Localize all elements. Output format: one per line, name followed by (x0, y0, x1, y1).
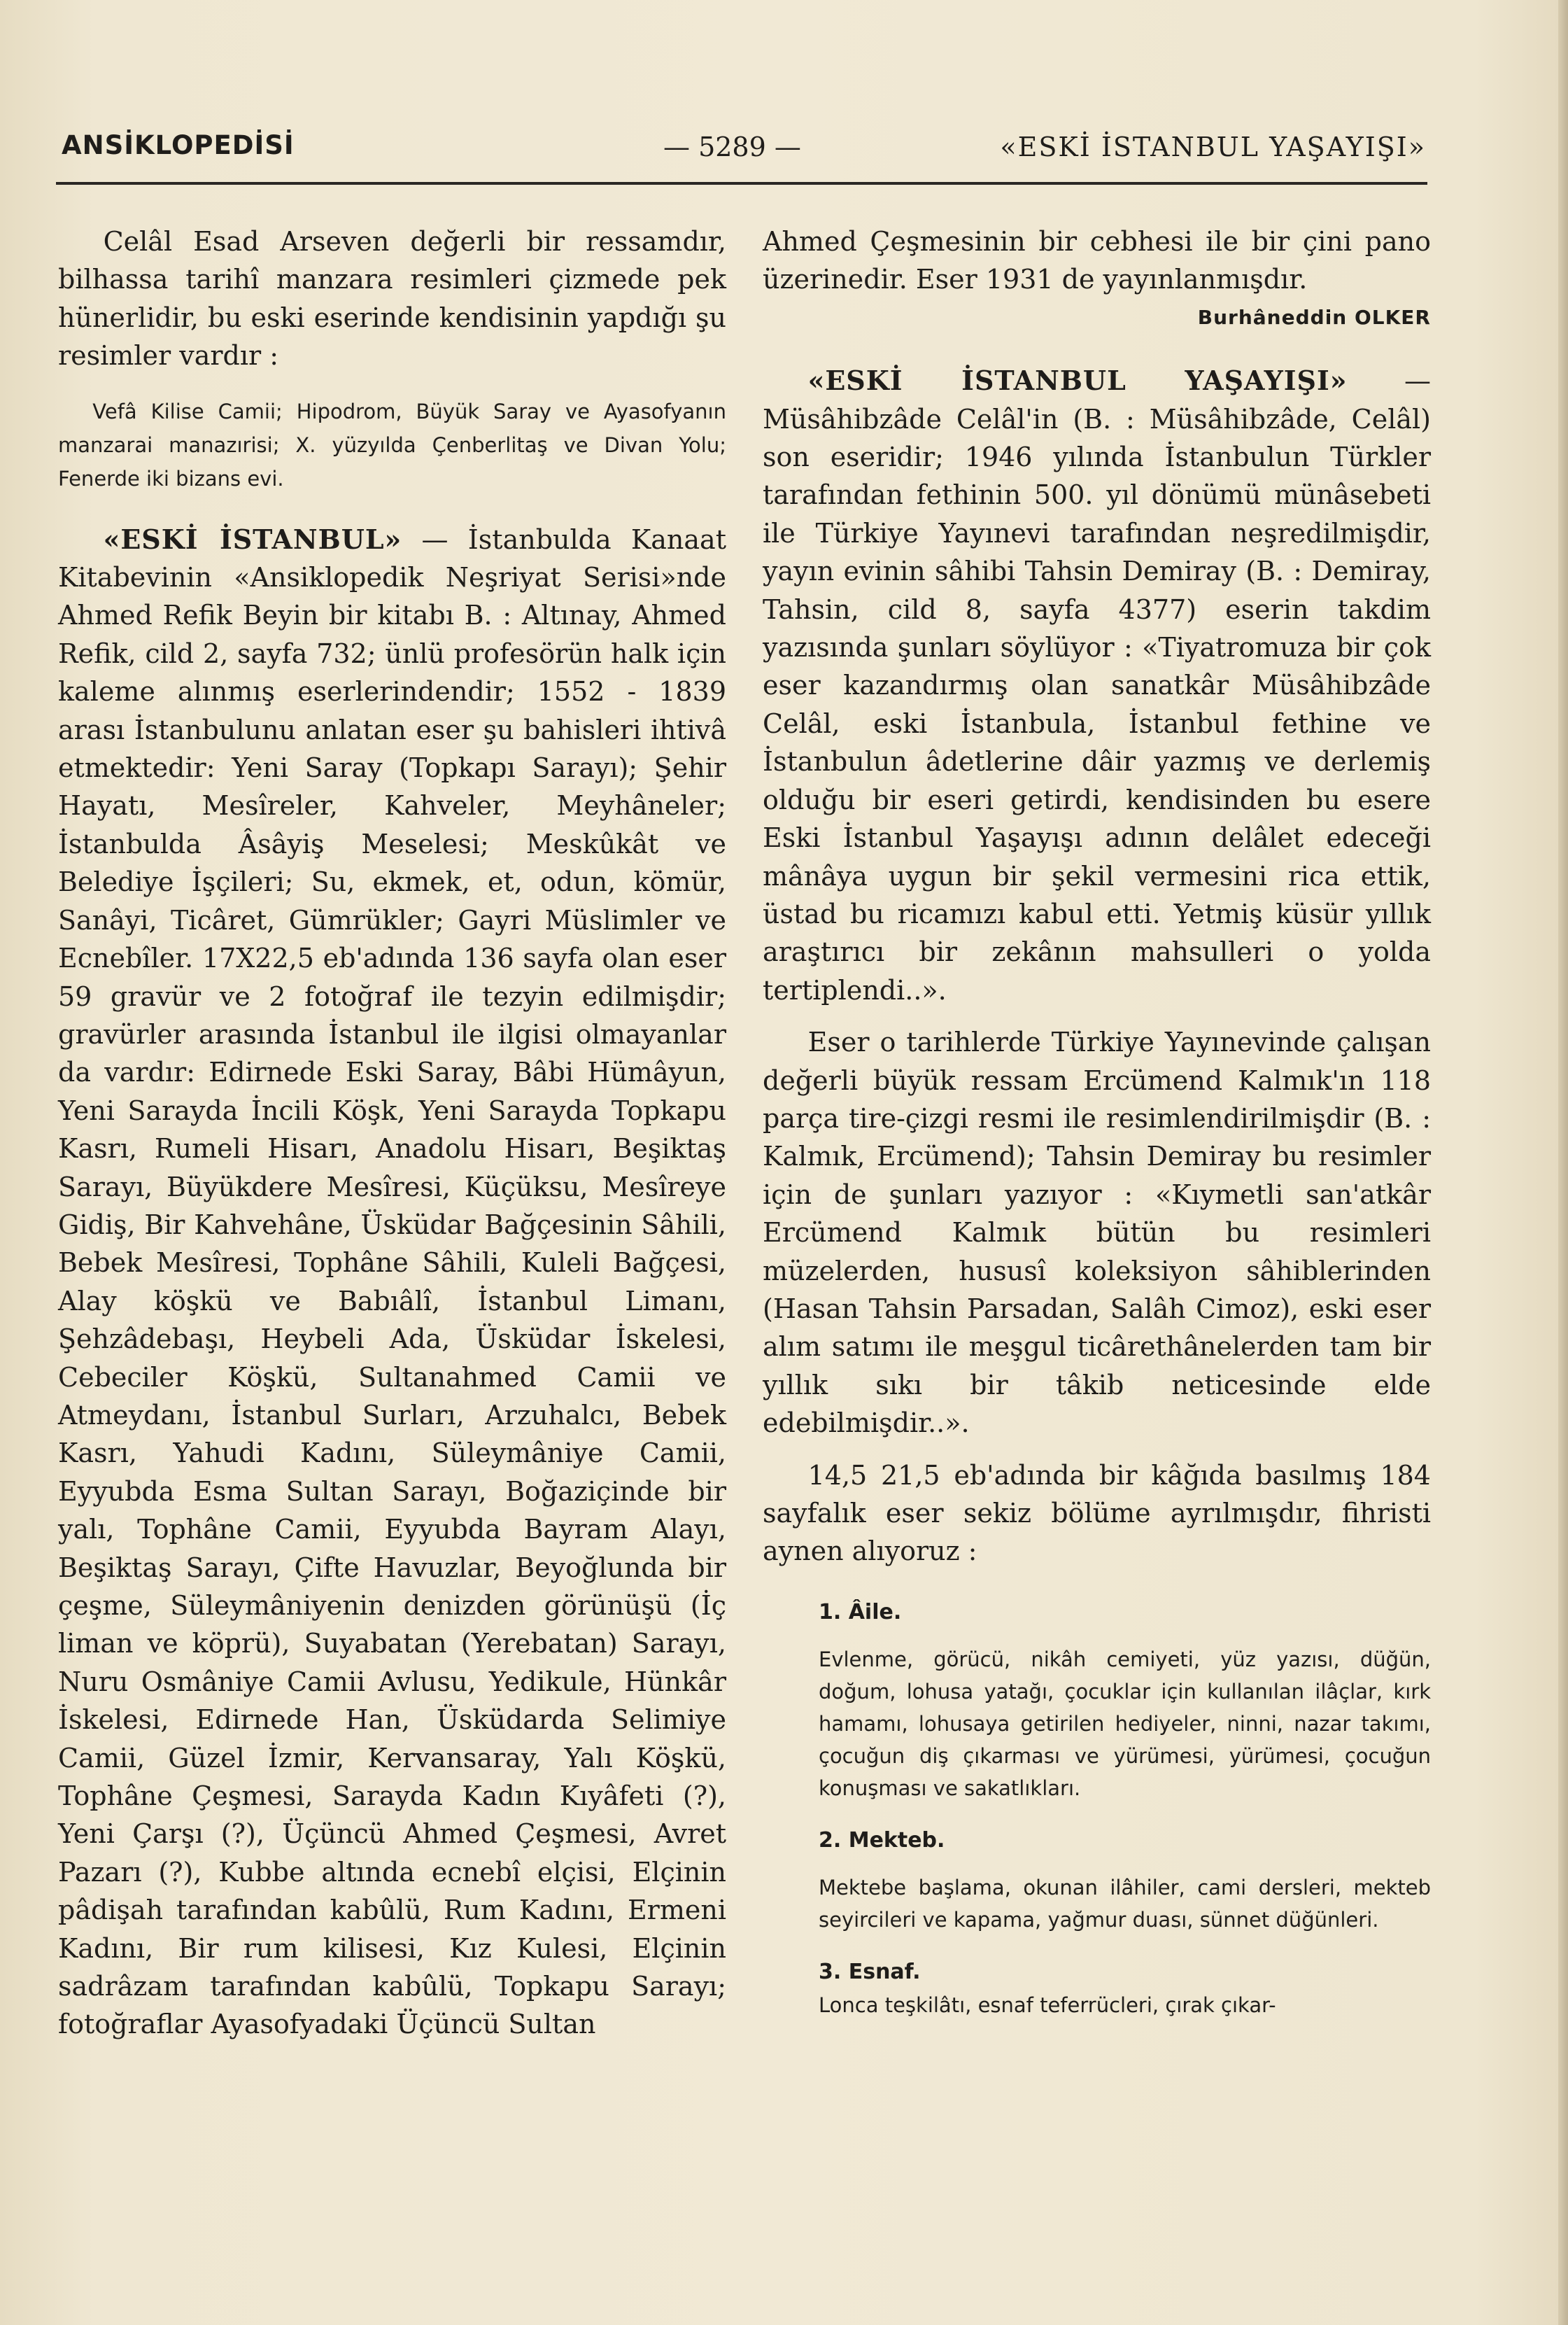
left-paragraph-eski-istanbul (58, 521, 726, 2044)
section-heading-mekteb: 2. Mekteb. (819, 1827, 945, 1853)
header-left-title: ANSİKLOPEDİSİ (62, 130, 295, 160)
scan-edge (1558, 0, 1568, 2325)
section-body-aile: Evlenme, görücü, nikâh cemiyeti, yüz yazısı, düğün, doğum, lohusa yatağı, çocuklar için kullanılan ilâçlar, kırk hamamı, lohusaya getirilen hediyeler, ninni, nazar takımı, çocuğun diş çıkarması ve yürümesi, yürümesi, çocuğun konuşması ve sakatlıkları. (819, 1647, 1431, 1800)
left-drawings-list: Vefâ Kilise Camii; Hipodrom, Büyük Saray ve Ayasofyanın manzarai manazırisi; X. yüzyılda Çenberlitaş ve Divan Yolu; Fenerde iki bizans evi. (58, 399, 726, 491)
entry-title-eski-istanbul-yasayisi: «ESKİ İSTANBUL YAŞAYIŞI» (807, 365, 1348, 397)
section-body-esnaf: Lonca teşkilâtı, esnaf teferrücleri, çırak çıkar- (819, 1993, 1276, 2017)
right-paragraph-illustrations: Eser o tarihlerde Türkiye Yayınevinde çalışan değerli büyük ressam Ercümend Kalmık'ın 118 parça tire-çizgi resmi ile resimlendirilmişdir (B. : Kalmık, Ercümend); Tahsin Demiray bu resimler için de şunları yazıyor : «Kıymetli san'atkâr Ercümend Kalmık bütün bu resimleri müzelerden, hususî koleksiyon sâhiblerinden (Hasan Tahsin Parsadan, Salâh Cimoz), eski eser alım satımı ile meşgul ticârethânelerden tam bir yıllık sıkı bir tâkib neticesinde elde edebilmişdir..». (763, 1027, 1431, 1439)
right-paragraph-eski-istanbul-yasayisi (763, 362, 1431, 1009)
section-body-mekteb: Mektebe başlama, okunan ilâhiler, cami dersleri, mekteb seyircileri ve kapama, yağmur duası, sünnet düğünleri. (819, 1875, 1431, 1932)
right-paragraph-1: Ahmed Çeşmesinin bir cebhesi ile bir çini pano üzerinedir. Eser 1931 de yayınlanmışdır. (763, 226, 1431, 295)
entry-body-eski-istanbul-yasayisi: — Müsâhibzâde Celâl'in (B. : Müsâhibzâde, Celâl) son eseridir; 1946 yılında İstanbulun Türkler tarafından fethinin 500. yıl dönümü münâsebeti ile Türkiye Yayınevi tarafından neşredilmişdir, yayın evinin sâhibi Tahsin Demiray (B. : Demiray, Tahsin, cild 8, sayfa 4377) eserin takdim yazısında şunları söylüyor : «Tiyatromuza bir çok eser kazandırmış olan sanatkâr Müsâhibzâde Celâl, eski İstanbula, İstanbul fethine ve İstanbulun âdetlerine dâir yazmış ve derlemiş olduğu bir eseri getirdi, kendisinden bu esere Eski İstanbul Yaşayışı adının delâlet edeceği mânâya uygun bir şekil vermesini rica ettik, üstad bu ricamızı kabul etti. Yetmiş küsür yıllık araştırıcı bir zekânın mahsulleri o yolda tertiplendi..». (763, 365, 1431, 1006)
header-rule (56, 182, 1427, 185)
entry-title-eski-istanbul: «ESKİ İSTANBUL» (103, 523, 402, 555)
left-paragraph-1: Celâl Esad Arseven değerli bir ressamdır, bilhassa tarihî manzara resimleri çizmede pek hünerlidir, bu eski eserinde kendisinin yapdığı şu resimler vardır : (58, 226, 726, 372)
header-right-title: «ESKİ İSTANBUL YAŞAYIŞI» (1000, 132, 1426, 162)
section-heading-esnaf: 3. Esnaf. (819, 1959, 921, 1984)
right-paragraph-index-intro: 14,5 21,5 eb'adında bir kâğıda basılmış 184 sayfalık eser sekiz bölüme ayrılmışdır, fihristi aynen alıyoruz : (763, 1459, 1431, 1567)
running-header (62, 130, 1426, 172)
page-number: — 5289 — (663, 132, 801, 162)
section-heading-aile: 1. Âile. (819, 1599, 902, 1624)
right-column (763, 223, 1431, 2021)
left-column (58, 223, 726, 2044)
author-signature: Burhâneddin OLKER (1197, 305, 1431, 329)
entry-body-eski-istanbul: — İstanbulda Kanaat Kitabevinin «Ansiklopedik Neşriyat Serisi»nde Ahmed Refik Beyin bir kitabı B. : Altınay, Ahmed Refik, cild 2, sayfa 732; ünlü profesörün halk için kaleme alınmış eserlerindendir; 1552 - 1839 arası İstanbulunu anlatan eser şu bahisleri ihtivâ etmektedir: Yeni Saray (Topkapı Sarayı); Şehir Hayatı, Mesîreler, Kahveler, Meyhâneler; İstanbulda Âsâyiş Meselesi; Meskûkât ve Belediye İşçileri; Su, ekmek, et, odun, kömür, Sanâyi, Ticâret, Gümrükler; Gayri Müslimler ve Ecnebîler. 17X22,5 eb'adında 136 sayfa olan eser 59 gravür ve 2 fotoğraf ile tezyin edilmişdir; gravürler arasında İstanbul ile ilgisi olmayanlar da vardır: Edirnede Eski Saray, Bâbi Hümâyun, Yeni Sarayda İncili Köşk, Yeni Sarayda Topkapu Kasrı, Rumeli Hisarı, Anadolu Hisarı, Beşiktaş Sarayı, Büyükdere Mesîresi, Küçüksu, Mesîreye Gidiş, Bir Kahvehâne, Üsküdar Bağçesinin Sâhili, Bebek Mesîresi, Tophâne Sâhili, Kuleli Bağçesi, Alay köşkü ve Babıâlî, İstanbul Limanı, Şehzâdebaşı, Heybeli Ada, Üsküdar İskelesi, Cebeciler Köşkü, Sultanahmed Camii ve Atmeydanı, İstanbul Surları, Arzuhalcı, Bebek Kasrı, Yahudi Kadını, Süleymâniye Camii, Eyyubda Esma Sultan Sarayı, Boğaziçinde bir yalı, Tophâne Camii, Eyyubda Bayram Alayı, Beşiktaş Sarayı, Çifte Havuzlar, Beyoğlunda bir çeşme, Süleymâniyenin denizden görünüşü (İç liman ve köprü), Suyabatan (Yerebatan) Sarayı, Nuru Osmâniye Camii Avlusu, Yedikule, Hünkâr İskelesi, Edirnede Han, Üsküdarda Selimiye Camii, Güzel İzmir, Kervansaray, Yalı Köşkü, Tophâne Çeşmesi, Sarayda Kadın Kıyâfeti (?), Yeni Çarşı (?), Üçüncü Ahmed Çeşmesi, Avret Pazarı (?), Kubbe altında ecnebî elçisi, Elçinin pâdişah tarafından kabûlü, Rum Kadını, Ermeni Kadını, Bir rum kilisesi, Kız Kulesi, Elçinin sadrâzam tarafından kabûlü, Topkapu Sarayı; fotoğraflar Ayasofyadaki Üçüncü Sultan (58, 524, 726, 2040)
